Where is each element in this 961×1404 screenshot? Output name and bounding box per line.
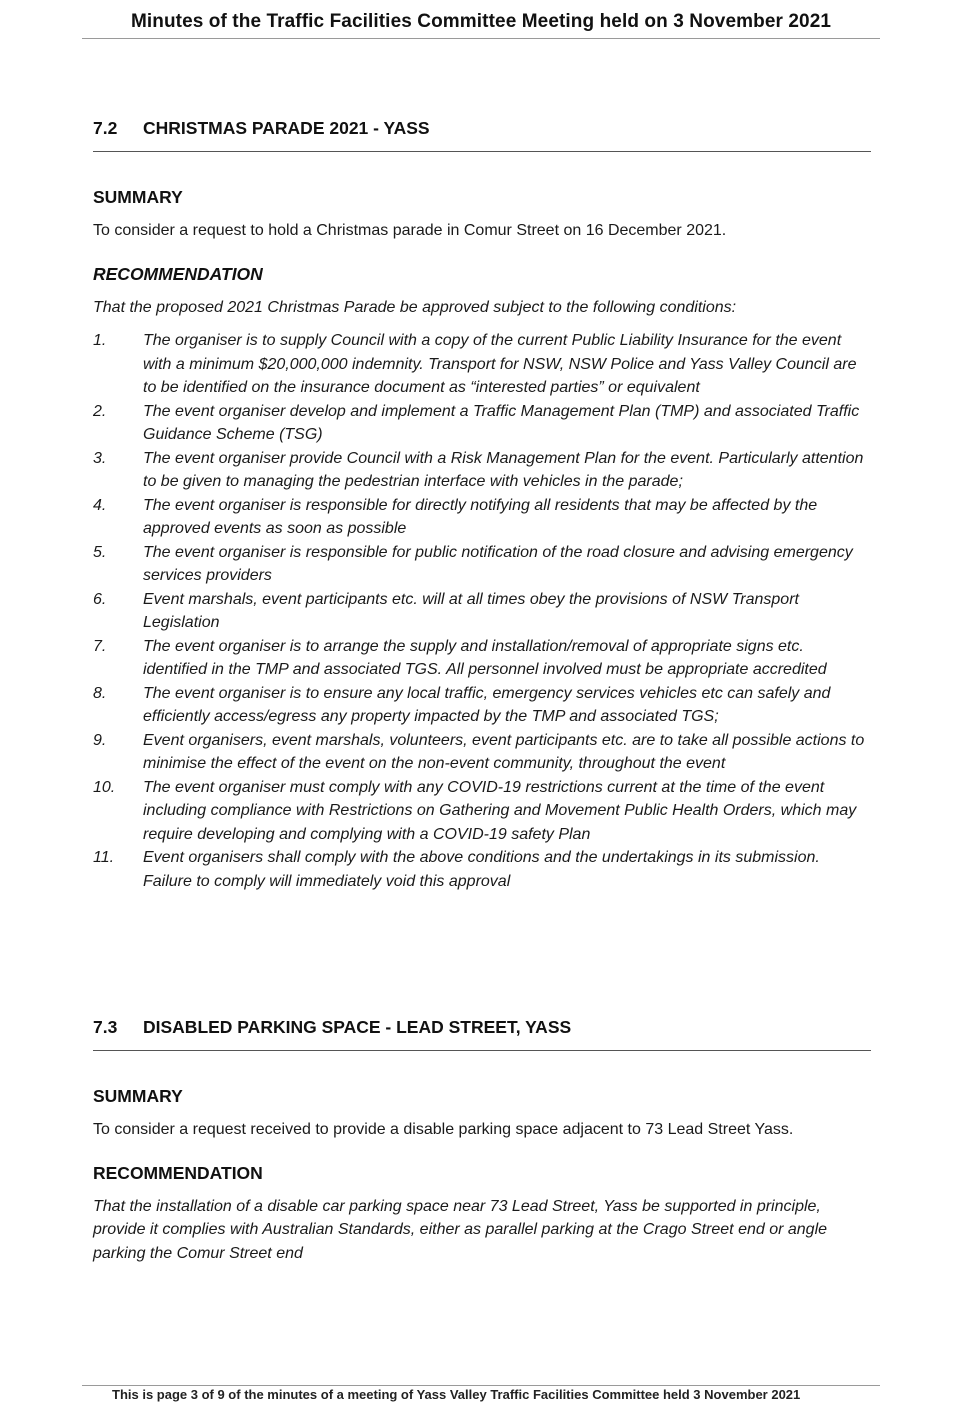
condition-item [93, 635, 871, 682]
condition-text: The event organiser is to ensure any local traffic, emergency services vehicles etc can safely and efficiently access/egress any property impacted by the TMP and associated TGS; [143, 684, 831, 725]
condition-number: 2. [93, 402, 107, 420]
condition-item [93, 329, 871, 400]
condition-text: The event organiser must comply with any COVID-19 restrictions current at the time of the event including compliance with Restrictions on Gathering and Movement Public Health Orders, which may require developing and complying with a COVID-19 safety Plan [143, 778, 857, 843]
page-footer-text: This is page 3 of 9 of the minutes of a meeting of Yass Valley Traffic Facilities Committee held 3 November 2021 [112, 1387, 801, 1402]
section-number: 7.2 [93, 118, 118, 138]
condition-item [93, 846, 871, 893]
section-heading [93, 117, 871, 152]
condition-number: 8. [93, 684, 107, 702]
condition-text: The event organiser develop and implement a Traffic Management Plan (TMP) and associated Traffic Guidance Scheme (TSG) [143, 402, 860, 443]
summary-text: To consider a request to hold a Christmas parade in Comur Street on 16 December 2021. [93, 222, 727, 239]
condition-text: Event organisers, event marshals, volunteers, event participants etc. are to take all possible actions to minimise the effect of the event on the non-event community, throughout the event [143, 731, 865, 772]
recommendation-intro: That the proposed 2021 Christmas Parade be approved subject to the following conditions: [93, 298, 737, 316]
condition-number: 7. [93, 637, 107, 655]
condition-item [93, 447, 871, 494]
condition-text: Event organisers shall comply with the above conditions and the undertakings in its submission. Failure to comply will immediately void this approval [143, 849, 820, 890]
summary-heading: SUMMARY [93, 187, 183, 207]
page-header [82, 8, 880, 39]
section-7-2 [93, 117, 871, 893]
condition-number: 9. [93, 731, 107, 749]
section-title: DISABLED PARKING SPACE - LEAD STREET, YASS [143, 1017, 572, 1037]
section-heading [93, 1016, 871, 1051]
section-title: CHRISTMAS PARADE 2021 - YASS [143, 118, 430, 138]
recommendation-heading: RECOMMENDATION [93, 263, 263, 284]
condition-number: 3. [93, 449, 107, 467]
section-7-3 [93, 1016, 871, 1265]
condition-text: The organiser is to supply Council with a copy of the current Public Liability Insurance for the event with a minimum $20,000,000 indemnity. Transport for NSW, NSW Police and Yass Valley Council are to be identified on the insurance document as “interested parties” or equivalent [143, 332, 857, 396]
condition-number: 10. [93, 778, 116, 796]
page-footer [82, 1385, 880, 1402]
section-number: 7.3 [93, 1017, 118, 1037]
condition-item [93, 494, 871, 541]
page-header-title: Minutes of the Traffic Facilities Committee Meeting held on 3 November 2021 [130, 11, 832, 32]
condition-number: 4. [93, 496, 107, 514]
condition-item [93, 541, 871, 588]
condition-item [93, 776, 871, 847]
condition-number: 11. [93, 849, 115, 866]
condition-text: The event organiser is to arrange the supply and installation/removal of appropriate signs etc. identified in the TMP and associated TGS. All personnel involved must be appropriate accredited [143, 637, 827, 678]
condition-item [93, 400, 871, 447]
recommendation-text: That the installation of a disable car parking space near 73 Lead Street, Yass be supported in principle, provide it complies with Australian Standards, either as parallel parking at the Crago Street end or angle parking the Comur Street end [93, 1197, 828, 1262]
condition-text: The event organiser provide Council with a Risk Management Plan for the event. Particularly attention to be given to managing the pedestrian interface with vehicles in the parade; [143, 449, 864, 490]
condition-item [93, 588, 871, 635]
recommendation-heading: RECOMMENDATION [93, 1162, 263, 1183]
condition-number: 1. [93, 332, 107, 349]
condition-item [93, 682, 871, 729]
condition-text: The event organiser is responsible for directly notifying all residents that may be affected by the approved events as soon as possible [143, 496, 818, 537]
summary-heading: SUMMARY [93, 1086, 183, 1106]
condition-item [93, 729, 871, 776]
condition-number: 5. [93, 543, 107, 561]
summary-text: To consider a request received to provide a disable parking space adjacent to 73 Lead Street Yass. [93, 1121, 794, 1138]
conditions-list [93, 329, 871, 893]
condition-number: 6. [93, 590, 107, 608]
condition-text: Event marshals, event participants etc. will at all times obey the provisions of NSW Transport Legislation [143, 590, 799, 631]
condition-text: The event organiser is responsible for public notification of the road closure and advising emergency services providers [143, 543, 853, 584]
